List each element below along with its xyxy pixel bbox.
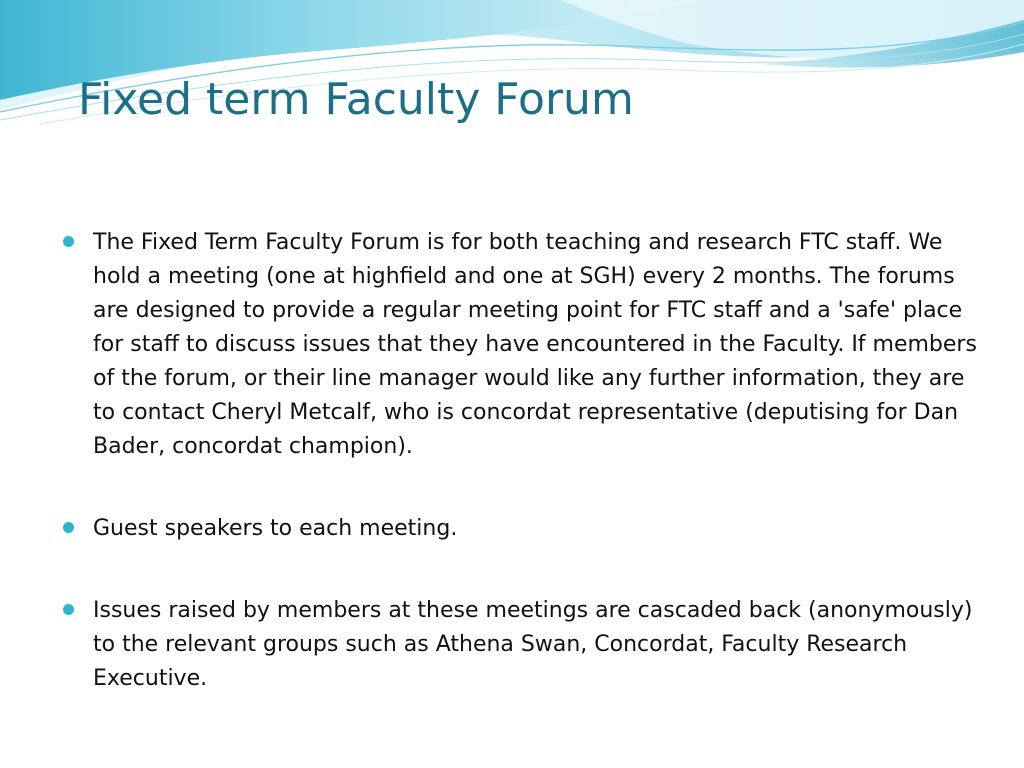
bullet-text: Guest speakers to each meeting.: [93, 516, 458, 541]
bullet-item: [60, 594, 986, 696]
bullet-text: Issues raised by members at these meetings are cascaded back (anonymously) to the relevant groups such as Athena Swan, Concordat, Faculty Research Executive.: [93, 598, 973, 691]
bullet-list: [60, 226, 986, 696]
bullet-item: [60, 512, 986, 546]
bullet-item: [60, 226, 986, 464]
bullet-text: The Fixed Term Faculty Forum is for both teaching and research FTC staff. We hold a meeting (one at highfield and one at SGH) every 2 months. The forums are designed to provide a regular meeting point for FTC staff and a 'safe' place for staff to discuss issues that they have encountered in the Faculty. If members of the forum, or their line manager would like any further information, they are to contact Cheryl Metcalf, who is concordat representative (deputising for Dan Bader, concordat champion).: [93, 230, 977, 459]
bullet-dot-icon: [63, 604, 74, 615]
slide-title: Fixed term Faculty Forum: [78, 74, 634, 125]
bullet-dot-icon: [63, 522, 74, 533]
bullet-dot-icon: [63, 236, 74, 247]
